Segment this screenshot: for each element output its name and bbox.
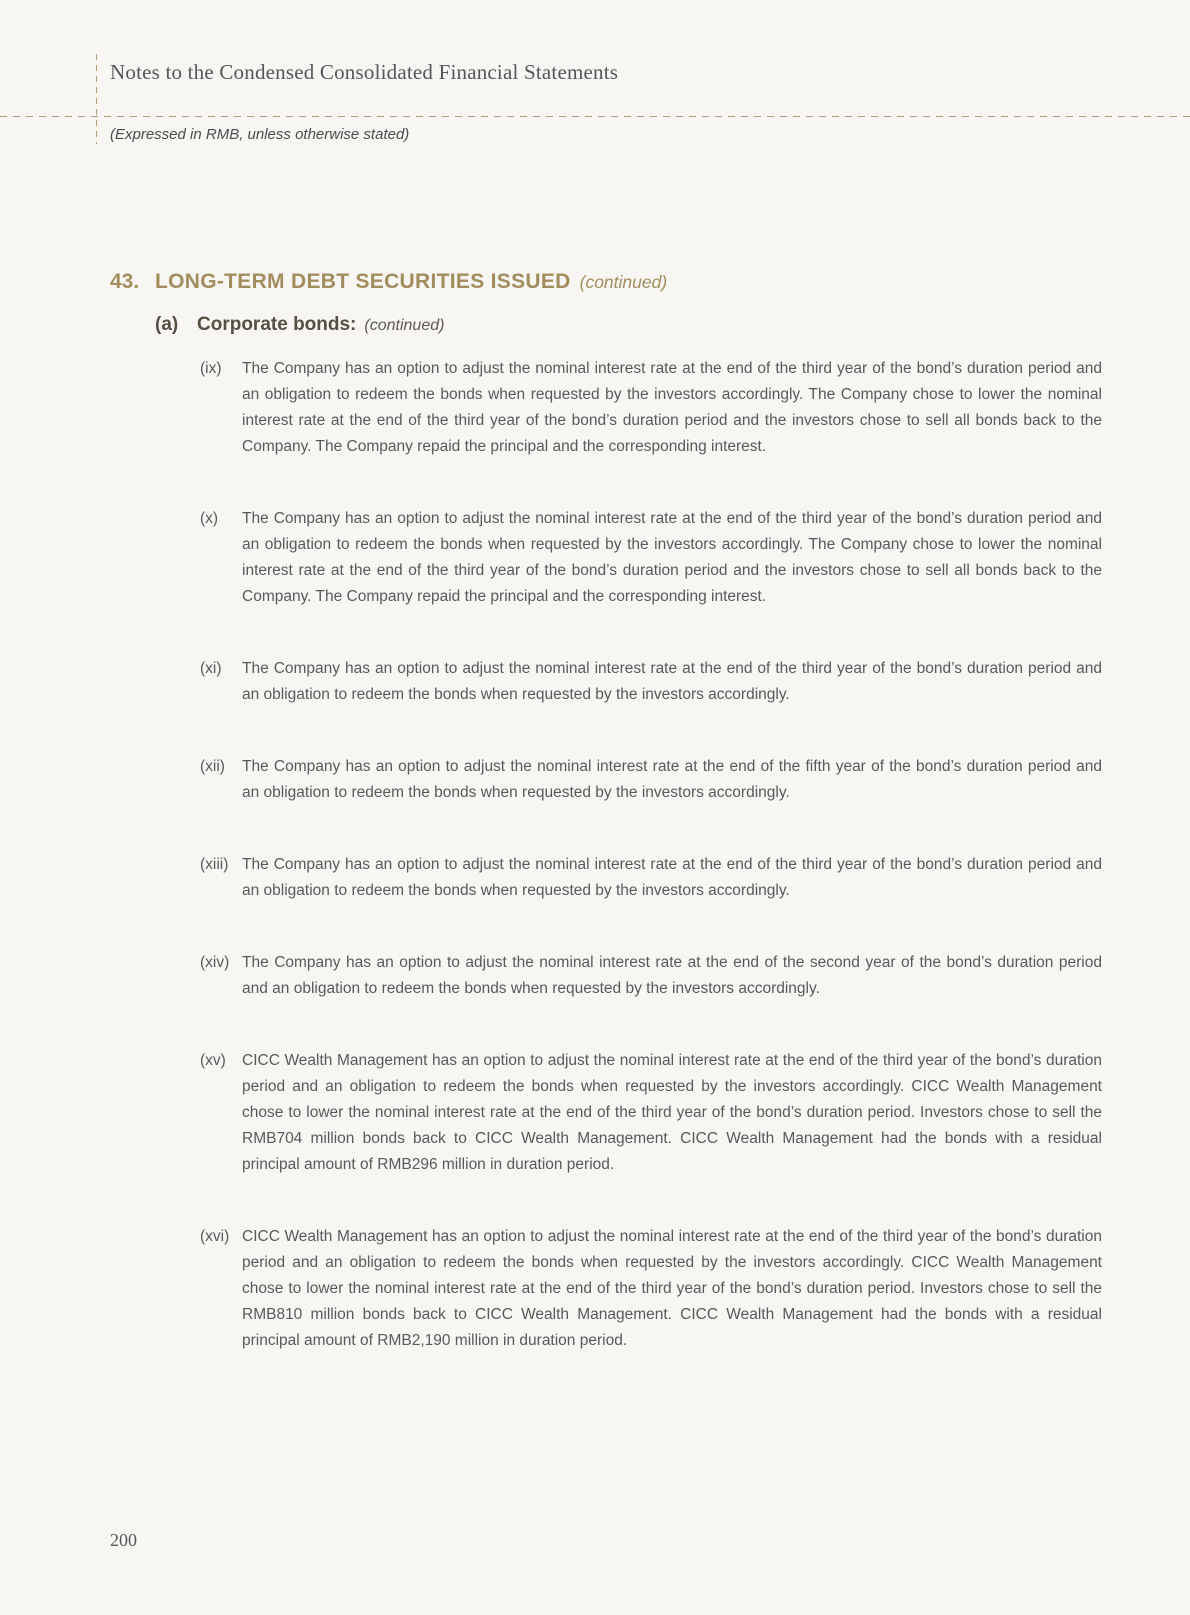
section-continued-note: (continued) (579, 272, 668, 292)
item-label: (ix) (200, 360, 222, 377)
item-text: The Company has an option to adjust the nominal interest rate at the end of the third year of the bond’s duration period and an obligation to redeem the bonds when requested by the investors accordingly. The Company chose to lower the nominal interest rate at the end of the third year of the bond’s duration period and the investors chose to sell all bonds back to the Company. The Company repaid the principal and the corresponding interest. (242, 360, 1102, 455)
page-title: Notes to the Condensed Consolidated Financial Statements (110, 60, 619, 84)
item-text: The Company has an option to adjust the nominal interest rate at the end of the third year of the bond’s duration period and an obligation to redeem the bonds when requested by the investors accordingly. (242, 660, 1102, 703)
subsection-title: Corporate bonds: (197, 314, 357, 335)
item-text: The Company has an option to adjust the nominal interest rate at the end of the second year of the bond’s duration period and an obligation to redeem the bonds when requested by the investors accordingly. (242, 954, 1102, 997)
item-text: The Company has an option to adjust the nominal interest rate at the end of the third year of the bond’s duration period and an obligation to redeem the bonds when requested by the investors accordingly. (242, 856, 1102, 899)
section-title: LONG-TERM DEBT SECURITIES ISSUED (155, 270, 571, 293)
list-item (200, 1048, 1102, 1178)
currency-note: (Expressed in RMB, unless otherwise stated) (110, 126, 410, 143)
list-item (200, 754, 1102, 806)
list-item (200, 506, 1102, 610)
page-number: 200 (110, 1530, 137, 1550)
subsection-label: (a) (155, 314, 179, 335)
list-item (200, 356, 1102, 460)
list-item (200, 950, 1102, 1002)
item-label: (x) (200, 510, 219, 527)
item-label: (xv) (200, 1052, 226, 1069)
item-label: (xiv) (200, 954, 230, 971)
item-label: (xvi) (200, 1228, 230, 1245)
section-heading (110, 270, 667, 294)
item-label: (xiii) (200, 856, 229, 873)
item-text: The Company has an option to adjust the nominal interest rate at the end of the fifth year of the bond’s duration period and an obligation to redeem the bonds when requested by the investors accordingly. (242, 758, 1102, 801)
list-item (200, 1224, 1102, 1354)
list-item (200, 656, 1102, 708)
item-label: (xii) (200, 758, 225, 775)
item-label: (xi) (200, 660, 222, 677)
vertical-dashed-divider (96, 54, 97, 144)
section-number: 43. (110, 270, 140, 293)
item-text: CICC Wealth Management has an option to adjust the nominal interest rate at the end of the third year of the bond’s duration period and an obligation to redeem the bonds when requested by the investors accordingly. CICC Wealth Management chose to lower the nominal interest rate at the end of the third year of the bond’s duration period. Investors chose to sell the RMB810 million bonds back to CICC Wealth Management. CICC Wealth Management had the bonds with a residual principal amount of RMB2,190 million in duration period. (242, 1228, 1102, 1349)
horizontal-dashed-divider (0, 116, 1190, 117)
list-item (200, 852, 1102, 904)
subsection-heading (155, 314, 444, 336)
item-text: The Company has an option to adjust the nominal interest rate at the end of the third year of the bond’s duration period and an obligation to redeem the bonds when requested by the investors accordingly. The Company chose to lower the nominal interest rate at the end of the third year of the bond’s duration period and the investors chose to sell all bonds back to the Company. The Company repaid the principal and the corresponding interest. (242, 510, 1102, 605)
item-text: CICC Wealth Management has an option to adjust the nominal interest rate at the end of the third year of the bond’s duration period and an obligation to redeem the bonds when requested by the investors accordingly. CICC Wealth Management chose to lower the nominal interest rate at the end of the third year of the bond’s duration period. Investors chose to sell the RMB704 million bonds back to CICC Wealth Management. CICC Wealth Management had the bonds with a residual principal amount of RMB296 million in duration period. (242, 1052, 1102, 1173)
item-list (200, 356, 1102, 1400)
subsection-continued-note: (continued) (364, 317, 445, 334)
